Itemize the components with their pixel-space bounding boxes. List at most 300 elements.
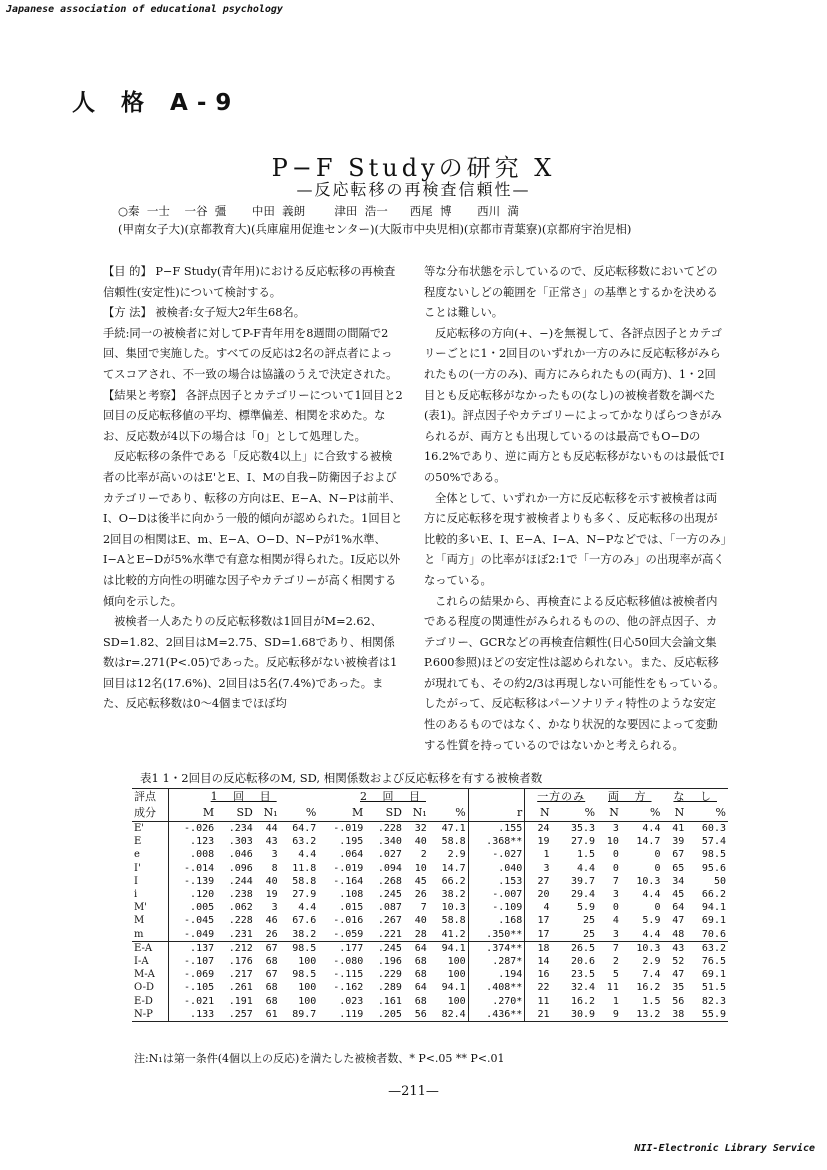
table-cell: .374** xyxy=(468,941,525,955)
table-cell: 14.7 xyxy=(636,836,661,848)
table-caption: 表1 1・2回目の反応転移のM, SD, 相関係数および反応転移を有する被検者数 xyxy=(140,771,543,785)
table-cell: 64 xyxy=(404,941,429,955)
table-cell: 65 xyxy=(672,862,685,874)
table-cell: 40 xyxy=(414,915,427,927)
row-label: N-P xyxy=(132,1008,168,1022)
row-label: E-D xyxy=(134,995,153,1007)
table-cell: .094 xyxy=(377,862,402,874)
col-SD2: SD xyxy=(365,805,404,822)
paragraph: 被検者一人あたりの反応転移数は1回目がM=2.62、SD=1.82、2回目はM=2.75、SD=1.68であり、相関係数はr=.271(P<.05)であった。反応転移がない被検者は1回目は12名(17.6%)、2回目は5名(7.4%)であった。また、反応転移数は0〜4個までほぼ均 xyxy=(103,615,398,711)
table-row xyxy=(132,914,728,927)
table-cell: 94.1 xyxy=(441,982,466,994)
author-list: ○秦 一士 一谷 彊 中田 義朗 津田 浩一 西尾 博 西川 満 xyxy=(118,204,519,218)
table-cell: 60.3 xyxy=(701,823,726,834)
table-cell: 16 xyxy=(525,968,552,981)
table-cell: 11 xyxy=(606,982,619,994)
table-cell: 68 xyxy=(265,982,278,994)
table-cell: .267 xyxy=(377,915,402,927)
col-SD1: SD xyxy=(216,805,255,822)
table-cell: 25 xyxy=(583,928,596,940)
table-cell: 68 xyxy=(414,956,427,968)
table-cell: .087 xyxy=(377,902,402,914)
table-cell: -.049 xyxy=(168,928,216,942)
table-cell: .015 xyxy=(339,902,364,914)
paragraph: 反応転移の方向(+、−)を無視して、各評点因子とカテゴリーごとに1・2回目のいずれか一方のみに反応転移がみられたもの(一方のみ)、両方にみられたもの(両方)、1・2回目とも反応転移がなかったもの(なし)の被検者数を調べた(表1)。評点因子やカテゴリーによってかなりばらつきがみられるが、両方とも出現しているのは最高でもO−Dの16.2%であり、逆に両方とも反応転移がないものは最低でI の50%である。 xyxy=(424,326,725,484)
table-row xyxy=(132,901,728,914)
table-cell: 100 xyxy=(447,969,466,981)
table-cell: 41 xyxy=(672,823,685,834)
table-cell: -.019 xyxy=(333,823,364,834)
table-cell: .023 xyxy=(339,995,364,1007)
table-cell: 95.6 xyxy=(701,862,726,874)
col-n-one: N xyxy=(525,805,552,822)
table-cell: 1 xyxy=(612,995,619,1007)
table-cell: .153 xyxy=(468,875,525,888)
paragraph: 【目 的】 P−F Study(青年用)における反応転移の再検査信頼性(安定性)について検討する。 xyxy=(103,265,396,299)
table-cell: .234 xyxy=(228,823,253,834)
paragraph: 【方 法】 被検者:女子短大2年生68名。 xyxy=(103,306,306,320)
table-cell: 63.2 xyxy=(292,836,317,848)
table-cell: 2.9 xyxy=(642,956,661,968)
table-cell: 4.4 xyxy=(298,902,317,914)
table-cell: 58.8 xyxy=(441,836,466,848)
table-cell: 17 xyxy=(525,914,552,927)
table-cell: .196 xyxy=(377,956,402,968)
paper-subtitle: —反応転移の再検査信頼性— xyxy=(296,180,531,199)
table-cell: .340 xyxy=(377,836,402,848)
row-label: E-A xyxy=(132,941,168,955)
table-cell: 35 xyxy=(672,982,685,994)
table-cell: 55.9 xyxy=(686,1008,728,1022)
table-cell: 66.2 xyxy=(441,875,466,887)
table-cell: 68 xyxy=(414,995,427,1007)
table-header-round2: 2 回 目 xyxy=(318,789,468,806)
table-cell: 7.4 xyxy=(642,969,661,981)
table-cell: 47.1 xyxy=(441,823,466,834)
results-table xyxy=(132,788,728,1022)
table-cell: 4.4 xyxy=(298,849,317,861)
col-p-one: % xyxy=(552,805,598,822)
table-cell: -.080 xyxy=(333,956,364,968)
table-cell: 57.4 xyxy=(701,836,726,848)
table-cell: .008 xyxy=(168,848,216,861)
table-cell: 28 xyxy=(414,928,427,940)
table-cell: 11 xyxy=(525,995,552,1008)
table-cell: 56 xyxy=(672,995,685,1007)
row-label: I xyxy=(134,875,138,887)
table-cell: 5.9 xyxy=(577,902,596,914)
table-cell: 4.4 xyxy=(642,889,661,901)
table-cell: 2.9 xyxy=(447,849,466,861)
table-cell: 11.8 xyxy=(292,862,317,874)
table-cell: .244 xyxy=(228,875,253,887)
table-cell: -.139 xyxy=(168,875,216,888)
col-N1: N₁ xyxy=(255,805,280,822)
table-cell: 56 xyxy=(404,1008,429,1022)
table-row xyxy=(132,875,728,888)
table-cell: 43 xyxy=(662,941,686,955)
table-cell: 58.8 xyxy=(292,875,317,887)
table-cell: 70.6 xyxy=(701,928,726,940)
table-cell: 100 xyxy=(447,995,466,1007)
table-cell: -.115 xyxy=(333,969,364,981)
table-cell: 64 xyxy=(414,982,427,994)
body-right-column xyxy=(424,262,727,756)
table-cell: 22 xyxy=(525,981,552,994)
row-label: e xyxy=(134,849,140,861)
table-cell: 39.7 xyxy=(570,875,596,887)
library-footer: NII-Electronic Library Service xyxy=(634,1143,815,1154)
table-cell: 13.2 xyxy=(621,1008,663,1022)
table-cell: .096 xyxy=(228,862,253,874)
table-cell: 16.2 xyxy=(636,982,661,994)
col-P1: % xyxy=(280,805,319,822)
table-cell: 0 xyxy=(654,862,661,874)
table-cell: .350** xyxy=(468,928,525,942)
table-cell: 19 xyxy=(525,835,552,848)
table-cell: 100 xyxy=(298,995,317,1007)
table-cell: .176 xyxy=(228,956,253,968)
table-cell: .205 xyxy=(365,1008,404,1022)
row-label: E' xyxy=(134,823,145,834)
paragraph: これらの結果から、再検査による反応転移値は被検者内である程度の関連性がみられるものの、他の評点因子、カテゴリー、GCRなどの再検査信頼性(日心50回大会論文集 P.600参照)ほどの安定性は認められない。また、反応転移が現れても、その約2/3は再現しない可能性をもっている。したがって、反応転移はパーソナリティ特性のような安定性のあるものではなく、かなり状況的な要因によって変動する性質を持っているのではないかと考えられる。 xyxy=(424,594,725,752)
table-cell: .133 xyxy=(168,1008,216,1022)
table-cell: .245 xyxy=(365,941,404,955)
table-cell: .062 xyxy=(228,902,253,914)
table-cell: 45 xyxy=(414,875,427,887)
table-cell: 94.1 xyxy=(701,902,726,914)
table-cell: .108 xyxy=(339,889,364,901)
table-cell: 46 xyxy=(265,915,278,927)
table-cell: 29.4 xyxy=(570,889,596,901)
table-body xyxy=(132,822,728,1022)
paragraph: 全体として、いずれか一方に反応転移を示す被検者は両方に反応転移を現す被検者よりも多く、反応転移の出現が比較的多いE、I、E−A、I−A、N−Pなどでは、「一方のみ」と「両方」の比率がほぼ2:1で「一方のみ」の出現率が高くなっている。 xyxy=(424,491,727,587)
table-cell: 7 xyxy=(612,875,619,887)
table-cell: 44 xyxy=(265,823,278,834)
col-p-both: % xyxy=(621,805,663,822)
table-cell: -.007 xyxy=(468,888,525,901)
table-cell: 82.3 xyxy=(701,995,726,1007)
table-cell: 21 xyxy=(525,1008,552,1022)
table-cell: 3 xyxy=(271,849,278,861)
table-row xyxy=(132,995,728,1008)
table-header-both: 両 方 xyxy=(597,789,662,806)
table-cell: 43 xyxy=(265,836,278,848)
table-cell: 38 xyxy=(662,1008,686,1022)
row-label: M xyxy=(134,915,145,927)
table-cell: 67.6 xyxy=(292,915,317,927)
table-cell: 4.4 xyxy=(577,862,596,874)
table-cell: -.027 xyxy=(468,848,525,861)
table-cell: 45 xyxy=(672,889,685,901)
table-cell: 9 xyxy=(597,1008,621,1022)
col-P2: % xyxy=(429,805,468,822)
table-cell: 40 xyxy=(414,836,427,848)
table-row xyxy=(132,822,728,836)
table-cell: .177 xyxy=(318,941,365,955)
table-row xyxy=(132,1008,728,1022)
table-row xyxy=(132,848,728,861)
table-cell: 41.2 xyxy=(441,928,466,940)
table-cell: 10 xyxy=(414,862,427,874)
table-cell: 100 xyxy=(298,982,317,994)
table-cell: 0 xyxy=(612,849,619,861)
table-cell: 69.1 xyxy=(701,969,726,981)
table-cell: 0 xyxy=(612,902,619,914)
table-cell: 5.9 xyxy=(642,915,661,927)
table-cell: 68 xyxy=(265,956,278,968)
table-cell: 3 xyxy=(612,928,619,940)
table-cell: .155 xyxy=(468,822,525,836)
table-row xyxy=(132,981,728,994)
paragraph: 反応転移の条件である「反応数4以上」に合致する被検者の比率が高いのはE'とE、I、Mの自我−防衛因子およびカテゴリーであり、転移の方向はE、E−A、N−Pは前半、I、O−Dは後半に向かう一般的傾向が認められた。1回目と2回目の相関はE、m、E−A、O−D、N−Pが1%水準、I−AとE−Dが5%水準で有意な相関が得られた。I反応以外は比較的方向性の明確な因子やカテゴリーが高く相関する傾向を示した。 xyxy=(103,450,403,608)
table-row xyxy=(132,888,728,901)
table-row xyxy=(132,928,728,942)
table-cell: 3 xyxy=(271,902,278,914)
col-N2: N₁ xyxy=(404,805,429,822)
table-cell: 76.5 xyxy=(701,956,726,968)
table-cell: 27.9 xyxy=(570,836,596,848)
table-cell: 25 xyxy=(583,915,596,927)
table-cell: 32.4 xyxy=(570,982,596,994)
table-cell: -.014 xyxy=(168,862,216,875)
table-cell: 38.2 xyxy=(441,889,466,901)
col-M1: M xyxy=(168,805,216,822)
table-cell: 64.7 xyxy=(292,823,317,834)
paper-title: P−F Studyの研究 X xyxy=(271,154,556,182)
table-cell: -.026 xyxy=(168,822,216,836)
table-cell: 3 xyxy=(612,889,619,901)
col-r: r xyxy=(468,805,525,822)
table-cell: .408** xyxy=(468,981,525,994)
table-cell: .027 xyxy=(377,849,402,861)
table-cell: 20 xyxy=(525,888,552,901)
row-label: m xyxy=(134,928,144,940)
table-cell: .191 xyxy=(228,995,253,1007)
table-cell: -.107 xyxy=(168,955,216,968)
table-cell: .217 xyxy=(228,969,253,981)
table-cell: 66.2 xyxy=(701,889,726,901)
table-cell: 10 xyxy=(606,836,619,848)
table-cell: 20.6 xyxy=(570,956,596,968)
table-cell: 7 xyxy=(420,902,427,914)
table-cell: .289 xyxy=(377,982,402,994)
table-header-round1: 1 回 目 xyxy=(168,789,318,806)
table-cell: 27 xyxy=(525,875,552,888)
affiliation-list: (甲南女子大)(京都教育大)(兵庫雇用促進センター)(大阪市中央児相)(京都市青葉寮)(京都府宇治児相) xyxy=(118,222,632,236)
table-cell: -.059 xyxy=(333,928,364,940)
col-n-both: N xyxy=(597,805,621,822)
table-header-none: な し xyxy=(662,789,728,806)
table-cell: .137 xyxy=(168,941,216,955)
table-cell: 10.3 xyxy=(636,875,661,887)
table-cell: 52 xyxy=(672,956,685,968)
col-M2: M xyxy=(318,805,365,822)
table-cell: 61 xyxy=(255,1008,280,1022)
table-row xyxy=(132,941,728,955)
table-cell: -.021 xyxy=(168,995,216,1008)
table-cell: -.109 xyxy=(468,901,525,914)
table-cell: 39 xyxy=(672,836,685,848)
table-cell: .120 xyxy=(168,888,216,901)
table-cell: 24 xyxy=(525,822,552,836)
table-cell: 98.5 xyxy=(701,849,726,861)
table-cell: 64 xyxy=(672,902,685,914)
table-cell: .261 xyxy=(228,982,253,994)
row-label: O-D xyxy=(134,982,154,994)
table-cell: 10.3 xyxy=(621,941,663,955)
table-cell: 68 xyxy=(265,995,278,1007)
table-cell: .168 xyxy=(468,914,525,927)
table-cell: .270* xyxy=(468,995,525,1008)
table-cell: 4.4 xyxy=(642,928,661,940)
table-row xyxy=(132,968,728,981)
table-cell: 14.7 xyxy=(441,862,466,874)
table-cell: 23.5 xyxy=(570,969,596,981)
table-cell: 10.3 xyxy=(441,902,466,914)
table-cell: -.162 xyxy=(333,982,364,994)
table-cell: -.105 xyxy=(168,981,216,994)
table-cell: 68 xyxy=(414,969,427,981)
table-cell: .228 xyxy=(377,823,402,834)
table-cell: 2 xyxy=(612,956,619,968)
paragraph: 【結果と考察】 各評点因子とカテゴリーについて1回目と2回目の反応転移値の平均、標準偏差、相関を求めた。なお、反応数が4以下の場合は「0」として処理した。 xyxy=(103,388,403,443)
table-cell: .046 xyxy=(228,849,253,861)
table-cell: 19 xyxy=(265,889,278,901)
table-cell: 34 xyxy=(672,875,685,887)
table-cell: .245 xyxy=(377,889,402,901)
table-cell: 3 xyxy=(612,823,619,834)
table-cell: 100 xyxy=(447,956,466,968)
table-cell: 1 xyxy=(525,848,552,861)
table-cell: 51.5 xyxy=(701,982,726,994)
table-cell: 98.5 xyxy=(292,969,317,981)
section-label: 人 格 A-9 xyxy=(72,90,241,116)
table-cell: 17 xyxy=(525,928,552,942)
table-cell: .228 xyxy=(228,915,253,927)
table-note: 注:N₁は第一条件(4個以上の反応)を満たした被検者数、* P<.05 ** P<.01 xyxy=(134,1052,505,1065)
table-cell: 0 xyxy=(612,862,619,874)
table-cell: 4 xyxy=(612,915,619,927)
table-cell: .287* xyxy=(468,955,525,968)
table-cell: -.016 xyxy=(333,915,364,927)
table-cell: 26.5 xyxy=(552,941,598,955)
table-cell: 32 xyxy=(414,823,427,834)
table-cell: 38.2 xyxy=(292,928,317,940)
table-cell: 98.5 xyxy=(280,941,319,955)
table-cell: 67 xyxy=(672,849,685,861)
row-label: M' xyxy=(134,902,147,914)
table-cell: 2 xyxy=(420,849,427,861)
table-cell: .040 xyxy=(468,862,525,875)
table-cell: 14 xyxy=(525,955,552,968)
table-cell: 26 xyxy=(265,928,278,940)
table-cell: 4 xyxy=(525,901,552,914)
table-cell: .064 xyxy=(339,849,364,861)
table-row xyxy=(132,862,728,875)
paragraph: 手続:同一の被検者に対してP-F青年用を8週間の間隔で2回、集団で実施した。すべての反応は2名の評点者によってスコアされ、不一致の場合は協議のうえで決定された。 xyxy=(103,326,398,381)
table-cell: 27.9 xyxy=(292,889,317,901)
table-cell: 47 xyxy=(672,915,685,927)
table-cell: .221 xyxy=(377,928,402,940)
table-cell: .268 xyxy=(377,875,402,887)
table-header-component: 成分 xyxy=(132,805,168,822)
table-cell: 8 xyxy=(271,862,278,874)
row-label: I' xyxy=(134,862,141,874)
row-label: E xyxy=(134,836,142,848)
paragraph: 等な分布状態を示しているので、反応転移数においてどの程度ないしどの範囲を「正常さ」の基準とするかを決めることは難しい。 xyxy=(424,265,718,320)
table-cell: 89.7 xyxy=(280,1008,319,1022)
table-cell: .229 xyxy=(377,969,402,981)
col-n-none: N xyxy=(662,805,686,822)
row-label: M-A xyxy=(134,969,155,981)
table-cell: 30.9 xyxy=(552,1008,598,1022)
table-cell: -.069 xyxy=(168,968,216,981)
table-cell: 69.1 xyxy=(701,915,726,927)
table-cell: .119 xyxy=(318,1008,365,1022)
table-cell: .123 xyxy=(168,835,216,848)
table-row xyxy=(132,835,728,848)
table-row xyxy=(132,955,728,968)
table-cell: 1.5 xyxy=(642,995,661,1007)
table-cell: 18 xyxy=(525,941,552,955)
body-left-column xyxy=(103,262,403,715)
table-cell: 4.4 xyxy=(642,823,661,834)
table-cell: 100 xyxy=(298,956,317,968)
table-cell: 0 xyxy=(654,902,661,914)
table-cell: .436** xyxy=(468,1008,525,1022)
table-cell: .231 xyxy=(228,928,253,940)
table-cell: .195 xyxy=(339,836,364,848)
table-cell: .194 xyxy=(468,968,525,981)
table-header-blank xyxy=(468,789,525,806)
table-cell: 58.8 xyxy=(441,915,466,927)
col-p-none: % xyxy=(686,805,728,822)
table-cell: -.019 xyxy=(333,862,364,874)
table-cell: 48 xyxy=(672,928,685,940)
table-cell: -.164 xyxy=(333,875,364,887)
table-cell: 67 xyxy=(255,941,280,955)
table-cell: .161 xyxy=(377,995,402,1007)
table-cell: 3 xyxy=(525,862,552,875)
table-header-one-side: 一方のみ xyxy=(525,789,597,806)
table-cell: .238 xyxy=(228,889,253,901)
page-number: —211— xyxy=(388,1084,439,1099)
table-cell: 5 xyxy=(612,969,619,981)
table-cell: 67 xyxy=(265,969,278,981)
table-header-score: 評点 xyxy=(132,789,168,806)
table-cell: 50 xyxy=(713,875,726,887)
table-cell: .368** xyxy=(468,835,525,848)
row-label: i xyxy=(134,889,138,901)
table-cell: .005 xyxy=(168,901,216,914)
table-cell: 94.1 xyxy=(429,941,468,955)
table-cell: 7 xyxy=(597,941,621,955)
table-cell: 35.3 xyxy=(570,823,596,834)
table-cell: .257 xyxy=(216,1008,255,1022)
table-cell: 1.5 xyxy=(577,849,596,861)
row-label: I-A xyxy=(134,956,149,968)
table-cell: 0 xyxy=(654,849,661,861)
table-cell: 26 xyxy=(414,889,427,901)
table-cell: 47 xyxy=(672,969,685,981)
table-cell: 63.2 xyxy=(686,941,728,955)
table-cell: .212 xyxy=(216,941,255,955)
table-cell: -.045 xyxy=(168,914,216,927)
table-cell: 16.2 xyxy=(570,995,596,1007)
table-cell: 82.4 xyxy=(429,1008,468,1022)
table-cell: 40 xyxy=(265,875,278,887)
